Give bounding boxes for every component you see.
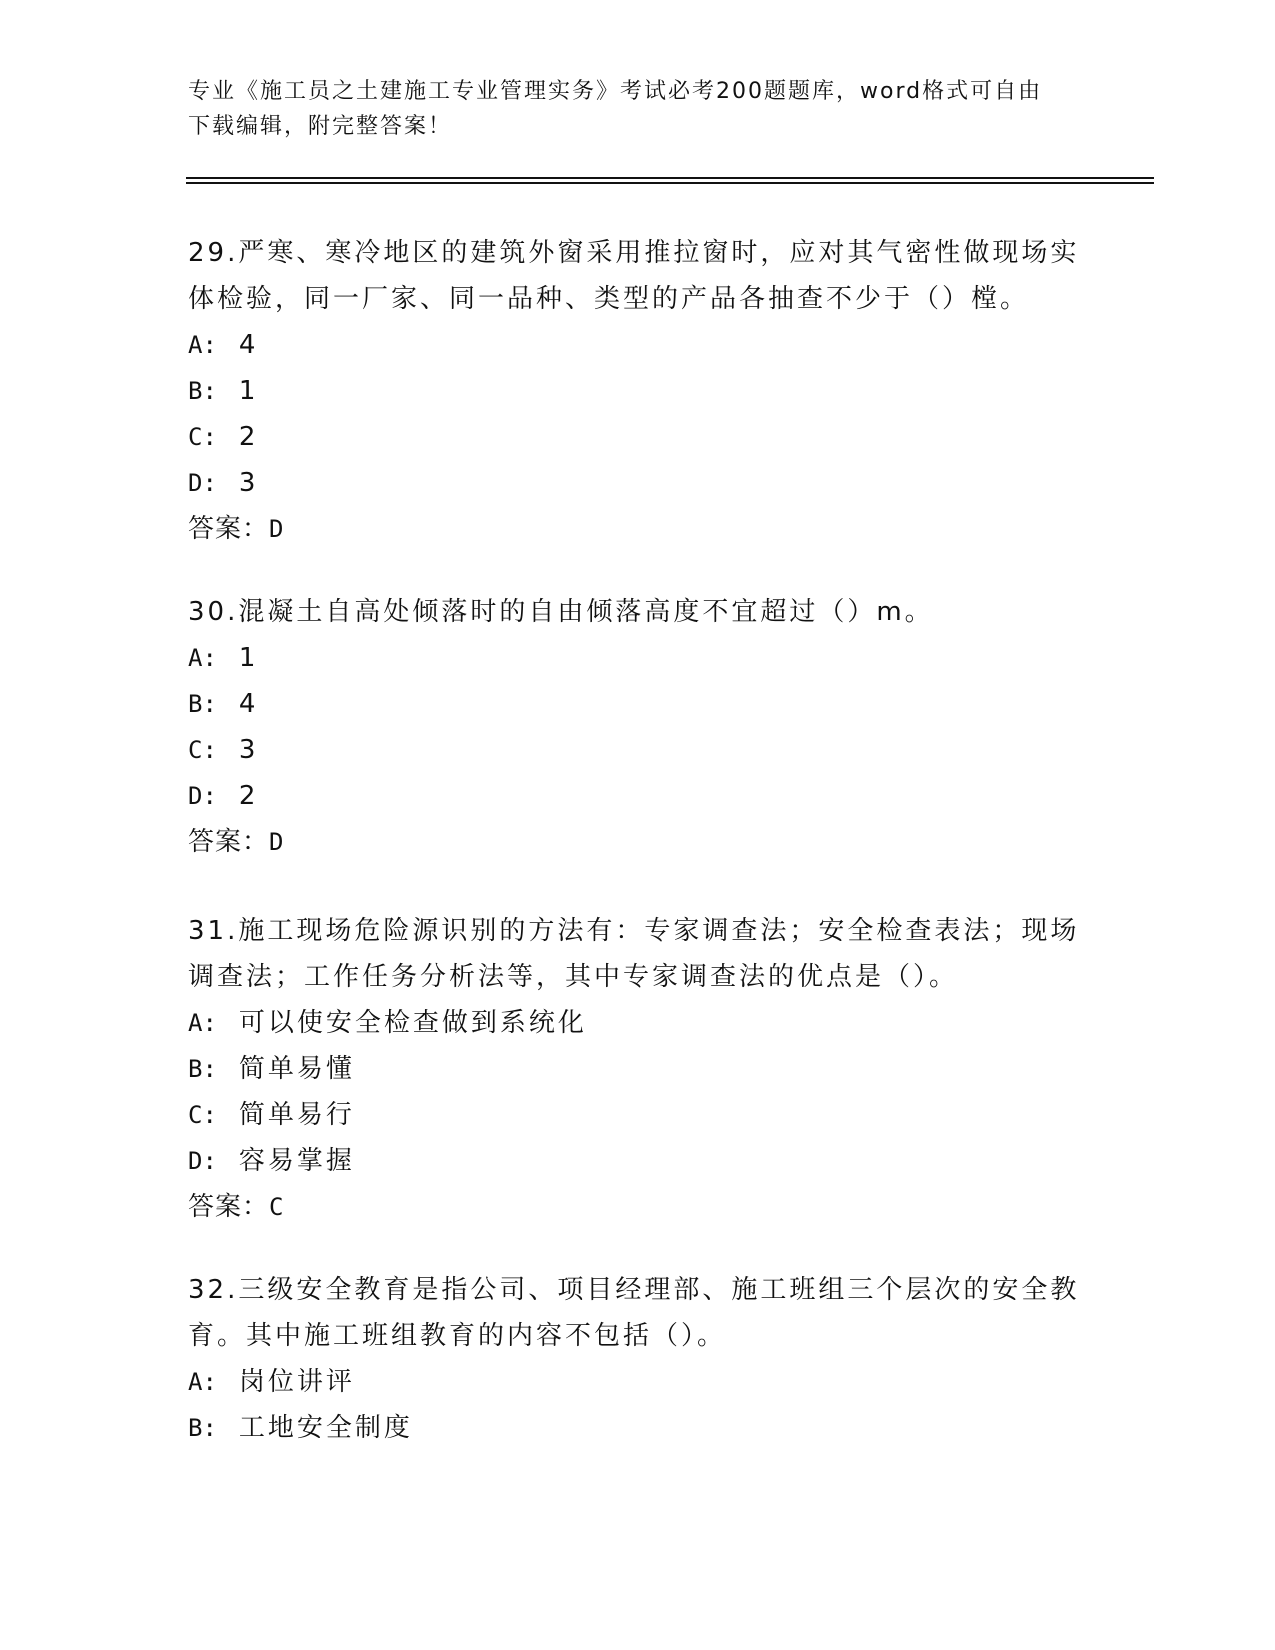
question-stem-line: 32.三级安全教育是指公司、项目经理部、施工班组三个层次的安全教 (188, 1275, 1080, 1305)
option-key: C: (188, 736, 217, 764)
option-b (188, 681, 1088, 727)
answer-value: C (269, 1193, 285, 1221)
answer-label: 答案： (188, 1192, 270, 1222)
option-key: A: (188, 644, 217, 672)
question-29 (188, 230, 1088, 552)
option-b (188, 368, 1088, 414)
option-key: D: (188, 1147, 217, 1175)
option-key: B: (188, 1055, 217, 1083)
option-text: 可以使安全检查做到系统化 (238, 1008, 587, 1038)
question-31 (188, 908, 1088, 1230)
option-text: 容易掌握 (238, 1146, 355, 1176)
option-key: B: (188, 377, 217, 405)
option-text: 4 (238, 330, 259, 360)
option-c (188, 414, 1088, 460)
option-key: B: (188, 690, 217, 718)
option-text: 简单易懂 (238, 1054, 355, 1084)
option-key: D: (188, 469, 217, 497)
option-text: 岗位讲评 (238, 1367, 355, 1397)
answer-line (188, 1184, 1088, 1230)
option-text: 1 (238, 643, 259, 673)
option-key: D: (188, 782, 217, 810)
option-key: B: (188, 1414, 217, 1442)
option-a (188, 1359, 1088, 1405)
answer-line (188, 506, 1088, 552)
option-key: C: (188, 1101, 217, 1129)
document-header (188, 74, 1068, 144)
option-key: A: (188, 331, 217, 359)
question-stem-line: 30.混凝土自高处倾落时的自由倾落高度不宜超过（）m。 (188, 597, 934, 627)
answer-label: 答案： (188, 514, 270, 544)
question-stem-line: 调查法；工作任务分析法等，其中专家调查法的优点是（）。 (188, 962, 959, 992)
option-a (188, 322, 1088, 368)
option-key: A: (188, 1009, 217, 1037)
header-line-1: 专业《施工员之土建施工专业管理实务》考试必考200题题库，word格式可自由 (188, 79, 1043, 104)
option-b (188, 1046, 1088, 1092)
option-a (188, 1000, 1088, 1046)
question-stem-line: 育。其中施工班组教育的内容不包括（）。 (188, 1321, 727, 1351)
option-a (188, 635, 1088, 681)
question-30 (188, 589, 1088, 865)
option-text: 4 (238, 689, 259, 719)
option-text: 1 (238, 376, 259, 406)
option-text: 工地安全制度 (238, 1413, 413, 1443)
option-key: A: (188, 1368, 217, 1396)
question-32 (188, 1267, 1088, 1451)
option-text: 3 (238, 468, 259, 498)
question-stem-line: 31.施工现场危险源识别的方法有：专家调查法；安全检查表法；现场 (188, 916, 1080, 946)
header-divider-top (186, 177, 1154, 179)
option-key: C: (188, 423, 217, 451)
option-d (188, 773, 1088, 819)
option-text: 2 (238, 422, 259, 452)
answer-line (188, 819, 1088, 865)
question-stem-line: 体检验，同一厂家、同一品种、类型的产品各抽查不少于（）樘。 (188, 284, 1030, 314)
answer-value: D (269, 828, 285, 856)
question-stem-line: 29.严寒、寒冷地区的建筑外窗采用推拉窗时，应对其气密性做现场实 (188, 238, 1080, 268)
option-text: 2 (238, 781, 259, 811)
answer-value: D (269, 515, 285, 543)
option-c (188, 1092, 1088, 1138)
header-divider-bottom (186, 182, 1154, 184)
option-b (188, 1405, 1088, 1451)
answer-label: 答案： (188, 827, 270, 857)
option-d (188, 460, 1088, 506)
header-line-2: 下载编辑，附完整答案！ (188, 114, 453, 139)
option-text: 简单易行 (238, 1100, 355, 1130)
option-d (188, 1138, 1088, 1184)
option-c (188, 727, 1088, 773)
option-text: 3 (238, 735, 259, 765)
